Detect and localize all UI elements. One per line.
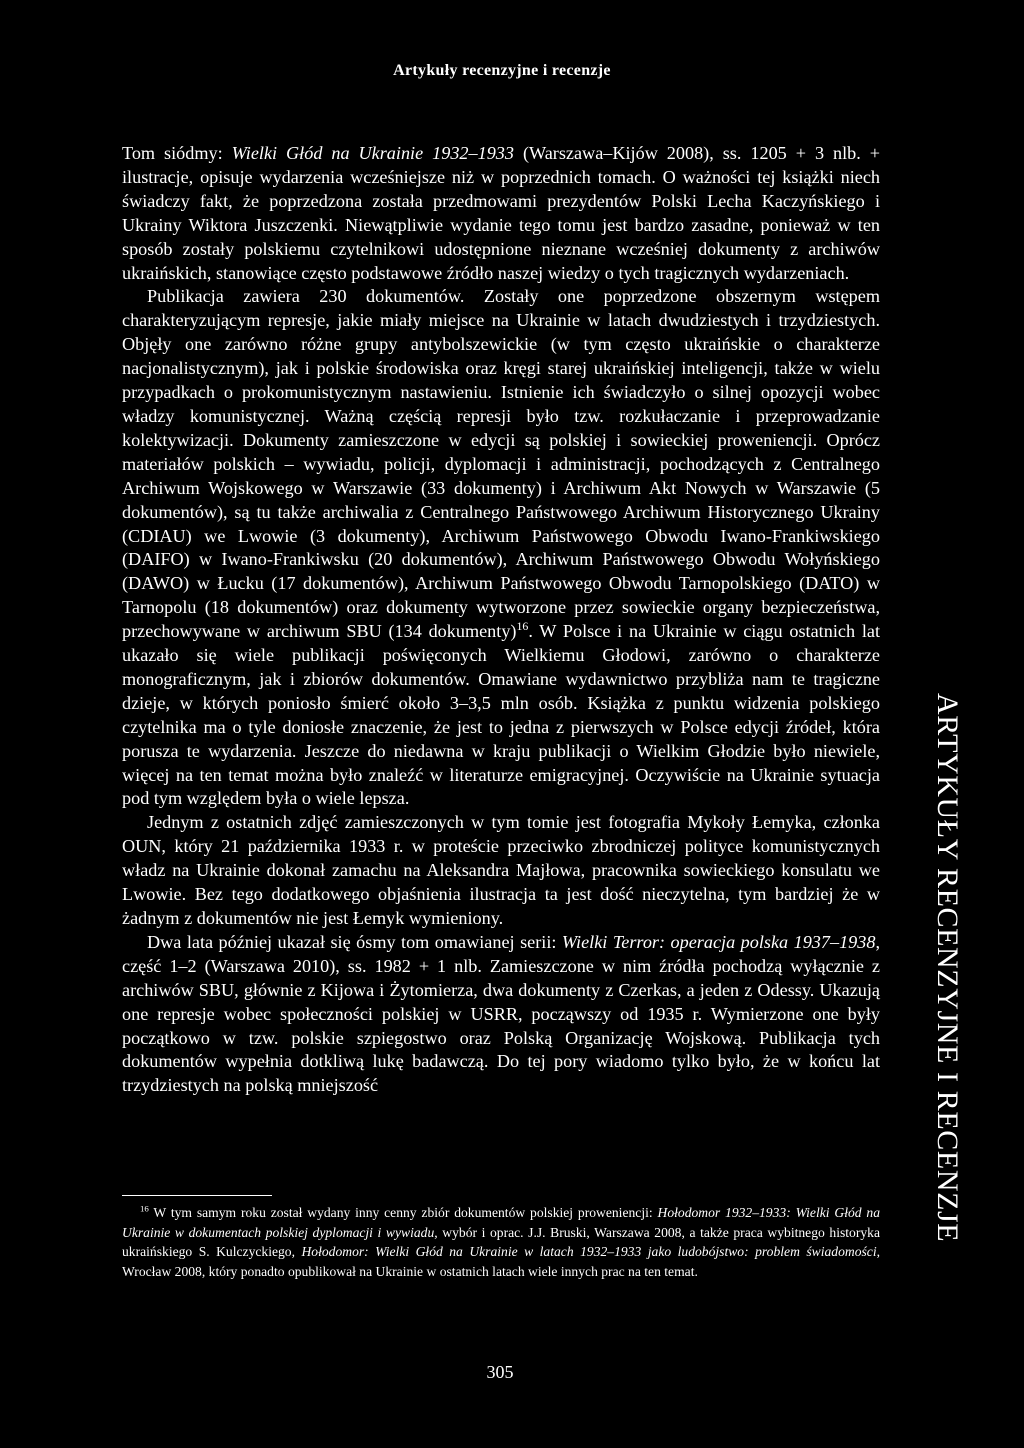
book-title: Wielki Głód na Ukrainie 1932–1933 [231, 143, 514, 163]
footnote-number: 16 [140, 1203, 149, 1214]
footnote-divider [122, 1195, 272, 1196]
book-title: Wielki Terror: operacja polska 1937–1938 [561, 931, 876, 952]
article-body [122, 142, 880, 1098]
running-header: Artykuły recenzyjne i recenzje [393, 62, 611, 79]
page-number: 305 [486, 1362, 514, 1382]
paragraph-4: Dwa lata później ukazał się ósmy tom omawianej serii: Wielki Terror: operacja polska 1937–1938, część 1–2 (Warszawa 2010), ss. 1982 + 1 nlb. Zamieszczone w nim źródła pochodzą wyłącznie z archiwów SBU, głównie z Kijowa i Żytomierza, dwa dokumenty z Czerkas, a jeden z Odessy. Ukazują one represje wobec społeczności polskiej w USRR, począwszy od 1935 r. Wymierzone one były początkowo w tzw. polskie szpiegostwo oraz Polską Organizację Wojskową. Publikacja tych dokumentów wypełnia dotkliwą lukę badawczą. Do tej pory wiadomo tylko było, że w końcu lat trzydziestych na polską mniejszość [122, 931, 880, 1096]
footnote-ref[interactable]: 16 [516, 619, 529, 634]
paragraph-3: Jednym z ostatnich zdjęć zamieszczonych w tym tomie jest fotografia Mykoły Łemyka, członka OUN, który 21 października 1933 r. w proteście przeciwko zbrodniczej polityce komunistycznych władz na Ukrainie dokonał zamachu na Aleksandra Majłowa, pracownika sowieckiego konsulatu we Lwowie. Bez tego dodatkowego objaśnienia ilustracja ta jest dość nieczytelna, tym bardziej że w żadnym z dokumentów nie jest Łemyk wymieniony. [122, 812, 880, 928]
paragraph-1: Tom siódmy: Wielki Głód na Ukrainie 1932–1933 (Warszawa–Kijów 2008), ss. 1205 + 3 nlb. + ilustracje, opisuje wydarzenia wcześniejsze niż w poprzednich tomach. O ważności tej książki niech świadczy fakt, że poprzedzona została przedmowami prezydentów Polski Lecha Kaczyńskiego i Ukrainy Wiktora Juszczenki. Niewątpliwie wydanie tego tomu jest bardzo zasadne, ponieważ w ten sposób zostały polskiemu czytelnikowi udostępnione nieznane wcześniej dokumenty z archiwów ukraińskich, stanowiące często podstawowe źródło naszej wiedzy o tych tragicznych wydarzeniach. [122, 143, 881, 283]
paragraph-2: Publikacja zawiera 230 dokumentów. Zostały one poprzedzone obszernym wstępem charakteryzującym represje, jakie miały miejsce na Ukrainie w latach dwudziestych i trzydziestych. Objęły one zarówno różne grupy antybolszewickie (w tym często ukraińskie o charakterze nacjonalistycznym), jak i polskie środowiska oraz kręgi starej ukraińskiej inteligencji, także w wielu przypadkach o prokomunistycznym nastawieniu. Istnienie ich świadczyło o silnej opozycji wobec władzy komunistycznej. Ważną częścią represji było tzw. rozkułaczanie i przeprowadzanie kolektywizacji. Dokumenty zamieszczone w edycji są polskiej i sowieckiej proweniencji. Oprócz materiałów polskich – wywiadu, policji, dyplomacji i administracji, pochodzących z Centralnego Archiwum Wojskowego w Warszawie (33 dokumenty) i Archiwum Akt Nowych w Warszawie (5 dokumentów), są tu także archiwalia z Centralnego Państwowego Archiwum Historycznego Ukrainy (CDIAU) we Lwowie (3 dokumenty), Archiwum Państwowego Obwodu Iwano-Frankiwskiego (DAIFO) w Iwano-Frankiwsku (20 dokumentów), Archiwum Państwowego Obwodu Wołyńskiego (DAWO) w Łucku (17 dokumentów), Archiwum Państwowego Obwodu Tarnopolskiego (DATO) w Tarnopolu (18 dokumentów) oraz dokumenty wytworzone przez sowieckie organy bezpieczeństwa, przechowywane w archiwum SBU (134 dokumenty)$^{16}$. W Polsce i na Ukrainie w ciągu ostatnich lat ukazało się wiele publikacji poświęconych Wielkiemu Głodowi, zarówno o charakterze monograficznym, jak i zbiorów dokumentów. Omawiane wydawnictwo przybliża nam te tragiczne dzieje, w których poniosło śmierć około 3–3,5 mln osób. Książka z punktu widzenia polskiego czytelnika ma o tyle doniosłe znaczenie, że jest to jedna z pierwszych w Polsce edycji źródeł, która porusza te wydarzenia. Jeszcze do niedawna w kraju publikacji o Wielkim Głodzie było niewiele, więcej na ten temat można było znaleźć w literaturze emigracyjnej. Oczywiście na Ukrainie sytuacja pod tym względem była o wiele lepsza. [122, 286, 880, 809]
footnote-16: $^{16}$ W tym samym roku został wydany inny cenny zbiór dokumentów polskiej proweniencji: Hołodomor 1932–1933: Wielki Głód na Ukrainie w dokumentach polskiej dyplomacji i wywiadu, wybór i oprac. J.J. Bruski, Warszawa 2008, a także praca wybitnego historyka ukraińskiego S. Kulczyckiego, Hołodomor: Wielki Głód na Ukrainie w latach 1932–1933 jako ludobójstwo: problem świadomości, Wrocław 2008, który ponadto opublikował na Ukrainie w ostatnich latach wiele innych prac na ten temat. [122, 1203, 881, 1279]
section-side-label: ARTYKUŁY RECENZYJNE I RECENZJE [931, 693, 964, 1243]
footnote [122, 1203, 880, 1281]
